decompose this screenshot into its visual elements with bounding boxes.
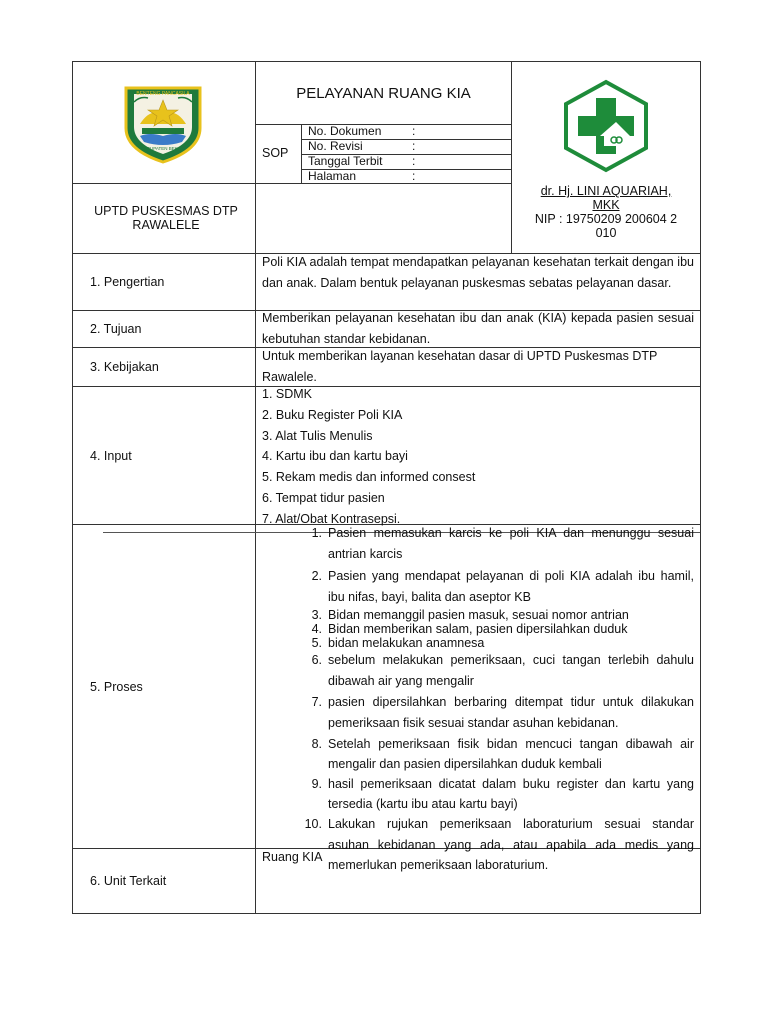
list-item: 5. Rekam medis dan informed consest <box>262 470 476 485</box>
institution-name <box>78 204 254 232</box>
unit-terkait-paragraph: Ruang KIA <box>262 850 323 864</box>
kebijakan-text <box>262 346 694 387</box>
item-number: 3. <box>311 608 322 622</box>
meta-colon: : <box>412 154 416 168</box>
meta-no-dokumen: No. Dokumen <box>308 124 382 138</box>
list-item: 4. Kartu ibu dan kartu bayi <box>262 449 408 464</box>
list-item <box>300 566 694 607</box>
row-label-pengertian <box>78 254 254 310</box>
meta-tanggal-terbit: Tanggal Terbit <box>308 154 383 168</box>
label-text: 1. Pengertian <box>90 275 165 289</box>
regency-crest-logo <box>120 84 206 164</box>
item-number: 4. <box>311 622 322 636</box>
header-right-divider <box>511 61 512 253</box>
list-item <box>300 692 694 734</box>
item-text: Pasien yang mendapat pelayanan di poli KIA adalah ibu hamil, ibu nifas, bayi, balita dan aseptor KB <box>328 569 694 604</box>
label-text: 6. Unit Terkait <box>90 874 167 888</box>
tujuan-text <box>262 308 694 349</box>
list-item: 6. Tempat tidur pasien <box>262 490 385 505</box>
list-item <box>300 523 694 564</box>
item-text: sebelum melakukan pemeriksaan, cuci tangan terlebih dahulu dibawah air yang mengalir <box>328 653 694 688</box>
proses-list <box>300 523 694 876</box>
meta-colon: : <box>412 169 416 183</box>
item-text: pasien dipersilahkan berbaring ditempat tidur untuk dilakukan pemeriksaan fisik sesuai standar asuhan kebidanan. <box>328 695 694 730</box>
column-divider <box>255 61 256 914</box>
institution-line-1: UPTD PUSKESMAS DTP <box>94 204 238 218</box>
row-label-input <box>78 387 254 524</box>
crest-caption: KABUPATEN BEKASI <box>140 146 186 151</box>
list-item <box>300 650 694 692</box>
item-text: Bidan memberikan salam, pasien dipersilahkan duduk <box>328 622 628 636</box>
list-item: 7. Alat/Obat Kontrasepsi. <box>262 511 401 526</box>
sop-label: SOP <box>262 146 289 160</box>
row-label-unit-terkait <box>78 849 254 913</box>
list-item <box>300 734 694 774</box>
label-text: 3. Kebijakan <box>90 360 159 374</box>
tujuan-paragraph: Memberikan pelayanan kesehatan ibu dan anak (KIA) kepada pasien sesuai kebutuhan standar kebidanan. <box>262 311 694 346</box>
item-text: bidan melakukan anamnesa <box>328 636 485 650</box>
row-label-tujuan <box>78 311 254 347</box>
item-number: 6. <box>311 653 322 667</box>
row-label-kebijakan <box>78 348 254 386</box>
meta-no-revisi: No. Revisi <box>308 139 363 153</box>
list-item: 3. Alat Tulis Menulis <box>262 428 373 443</box>
table-border-bottom <box>72 913 701 914</box>
row-label-proses <box>78 525 254 848</box>
item-number: 2. <box>311 569 322 583</box>
title-divider <box>255 124 511 125</box>
item-number: 5. <box>311 636 322 650</box>
label-text: 5. Proses <box>90 679 143 694</box>
table-border-left <box>72 61 73 914</box>
unit-terkait-text <box>262 847 694 868</box>
pengertian-text <box>262 252 694 293</box>
list-item <box>300 636 694 650</box>
list-item <box>300 622 694 636</box>
signatory-name: dr. Hj. LINI AQUARIAH, MKK <box>540 184 672 212</box>
kebijakan-paragraph: Untuk memberikan layanan kesehatan dasar di UPTD Puskesmas DTP Rawalele. <box>262 349 658 384</box>
list-item: 2. Buku Register Poli KIA <box>262 407 403 422</box>
item-number: 8. <box>311 737 322 751</box>
page-title: PELAYANAN RUANG KIA <box>296 84 471 102</box>
meta-halaman: Halaman <box>308 169 357 183</box>
institution-line-2: RAWALELE <box>132 218 200 232</box>
list-item: 1. SDMK <box>262 387 313 401</box>
item-number: 9. <box>311 777 322 791</box>
meta-colon: : <box>412 124 416 138</box>
table-border-right <box>700 61 701 914</box>
pengertian-paragraph: Poli KIA adalah tempat mendapatkan pelayanan kesehatan terkait dengan ibu dan anak. Dalam bentuk pelayanan puskesmas sebatas pelayanan dasar. <box>262 255 694 290</box>
signatory-block <box>516 184 696 240</box>
item-text: Setelah pemeriksaan fisik bidan mencuci tangan dibawah air mengalir dan pasien dipersilahkan duduk kembali <box>328 737 694 771</box>
item-number: 10. <box>304 817 322 831</box>
header-row-divider <box>72 183 511 184</box>
puskesmas-logo <box>558 78 654 174</box>
list-item <box>300 608 694 622</box>
list-item <box>300 774 694 814</box>
item-text: Bidan memanggil pasien masuk, sesuai nomor antrian <box>328 608 629 622</box>
signatory-nip: NIP : 19750209 200604 2 010 <box>534 212 678 240</box>
meta-colon: : <box>412 139 416 153</box>
crest-motto: BENTENG PANCASILA <box>136 91 190 97</box>
item-number: 1. <box>311 526 322 540</box>
label-text: 4. Input <box>90 448 132 463</box>
input-list <box>262 384 694 530</box>
item-text: Lakukan rujukan pemeriksaan laboraturium sesuai standar asuhan kebidanan yang ada, atau apabila ada medis yang memerlukan pemeriksaan laboraturium. <box>328 817 694 872</box>
item-text: Pasien memasukan karcis ke poli KIA dan menunggu sesuai antrian karcis <box>328 526 694 561</box>
item-number: 7. <box>311 695 322 709</box>
label-text: 2. Tujuan <box>90 322 142 336</box>
item-text: hasil pemeriksaan dicatat dalam buku register dan kartu yang tersedia (kartu ibu atau kartu bayi) <box>328 777 694 811</box>
